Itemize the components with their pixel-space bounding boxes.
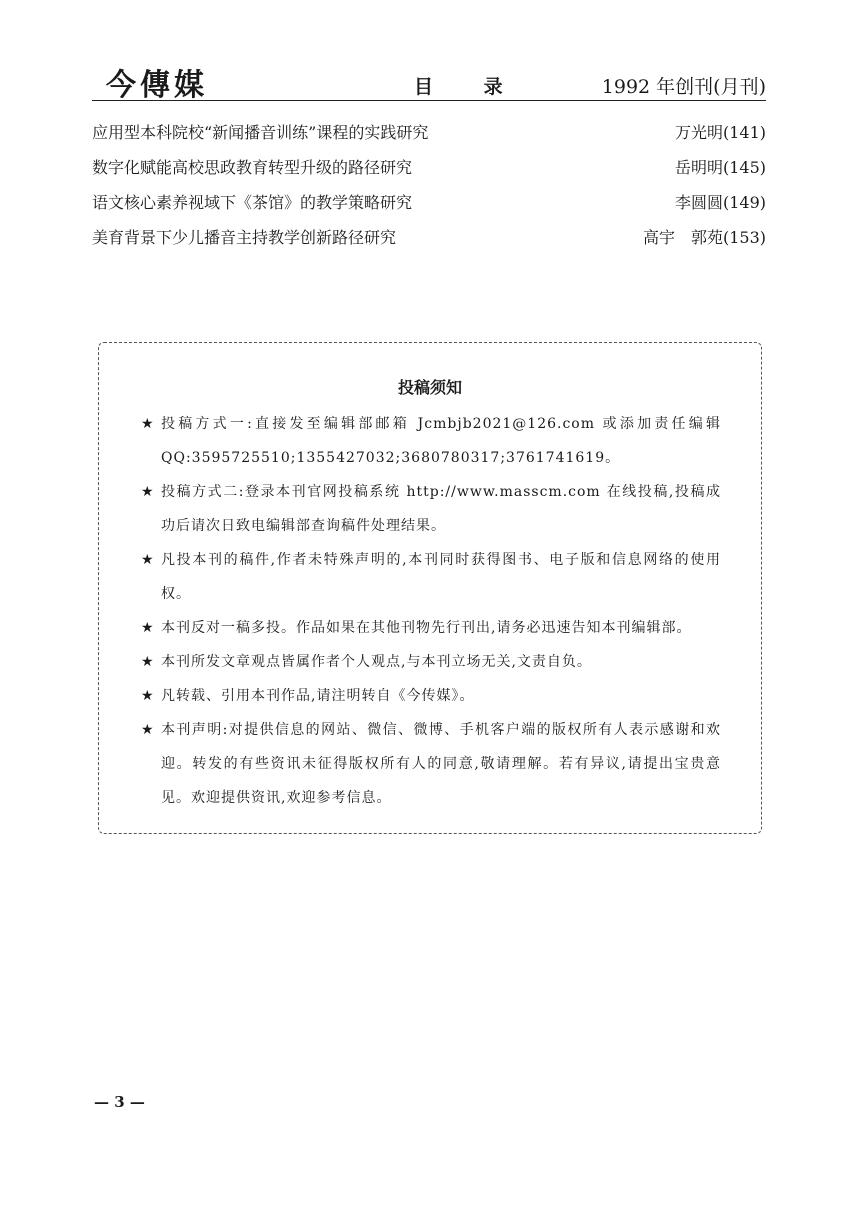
notice-text: 本刊所发文章观点皆属作者个人观点,与本刊立场无关,文责自负。 xyxy=(161,654,592,670)
founding-info: 1992 年创刊(月刊) xyxy=(601,76,766,98)
star-icon: ★ xyxy=(141,722,155,738)
notice-text: 投稿方式一:直接发至编辑部邮箱 Jcmbjb2021@126.com 或添加责任编辑 QQ:3595725510;1355427032;3680780317;3761741619。 xyxy=(161,416,721,466)
notice-item xyxy=(141,475,721,543)
page-title: 目 录 xyxy=(414,76,525,98)
notice-item xyxy=(141,611,721,645)
toc-title: 应用型本科院校“新闻播音训练”课程的实践研究 xyxy=(92,123,429,142)
table-of-contents xyxy=(92,120,766,260)
star-icon: ★ xyxy=(141,688,155,704)
notice-title: 投稿须知 xyxy=(397,378,462,397)
toc-row xyxy=(92,120,766,155)
toc-row xyxy=(92,155,766,190)
notice-list xyxy=(141,407,721,815)
star-icon: ★ xyxy=(141,620,155,636)
notice-item xyxy=(141,645,721,679)
notice-text: 本刊反对一稿多投。作品如果在其他刊物先行刊出,请务必迅速告知本刊编辑部。 xyxy=(161,620,692,636)
notice-item xyxy=(141,543,721,611)
notice-item xyxy=(141,713,721,815)
notice-text: 凡转载、引用本刊作品,请注明转自《今传媒》。 xyxy=(161,688,475,704)
toc-row xyxy=(92,225,766,260)
star-icon: ★ xyxy=(141,484,155,500)
toc-title: 数字化赋能高校思政教育转型升级的路径研究 xyxy=(92,158,413,177)
toc-author-page: 岳明明(145) xyxy=(674,158,766,177)
toc-row xyxy=(92,190,766,225)
notice-text: 凡投本刊的稿件,作者未特殊声明的,本刊同时获得图书、电子版和信息网络的使用权。 xyxy=(161,552,721,602)
notice-item xyxy=(141,407,721,475)
star-icon: ★ xyxy=(141,552,155,568)
journal-logo: 今傳媒 xyxy=(106,68,208,103)
notice-text: 投稿方式二:登录本刊官网投稿系统 http://www.masscm.com 在线投稿,投稿成功后请次日致电编辑部查询稿件处理结果。 xyxy=(161,484,721,534)
page-number: — 3 — xyxy=(94,1093,145,1111)
toc-author-page: 李圆圆(149) xyxy=(674,193,766,212)
submission-notice-box xyxy=(98,342,762,834)
star-icon: ★ xyxy=(141,416,155,432)
toc-author-page: 万光明(141) xyxy=(674,123,766,142)
star-icon: ★ xyxy=(141,654,155,670)
notice-text: 本刊声明:对提供信息的网站、微信、微博、手机客户端的版权所有人表示感谢和欢迎。转发的有些资讯未征得版权所有人的同意,敬请理解。若有异议,请提出宝贵意见。欢迎提供资讯,欢迎参考信息。 xyxy=(161,722,721,806)
toc-author-page: 高宇 郭苑(153) xyxy=(642,228,766,247)
page-header xyxy=(92,58,766,101)
toc-title: 美育背景下少儿播音主持教学创新路径研究 xyxy=(92,228,397,247)
toc-title: 语文核心素养视域下《茶馆》的教学策略研究 xyxy=(92,193,413,212)
notice-item xyxy=(141,679,721,713)
